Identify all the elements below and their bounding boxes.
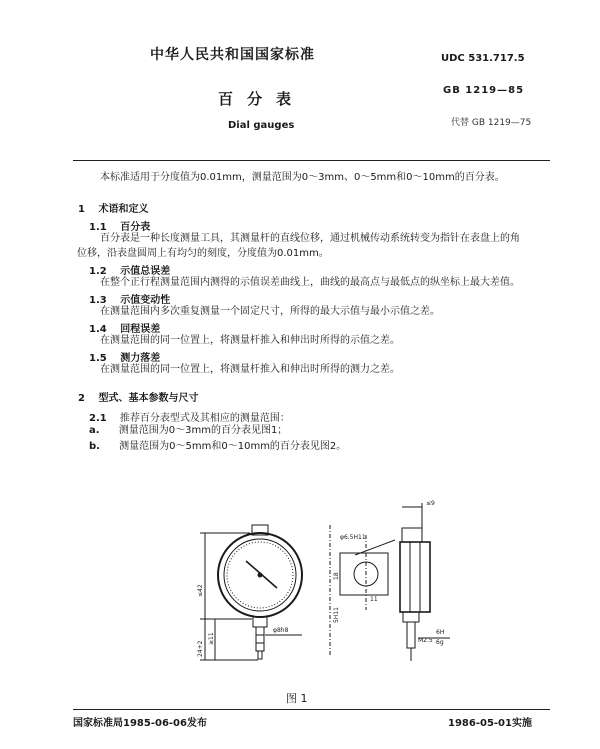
item-title: 百分表 — [120, 222, 151, 233]
item-title: 示值总误差 — [120, 266, 171, 277]
item-1-1-heading — [89, 218, 150, 233]
footer-rule — [73, 709, 550, 710]
dim-label-fit-top: 6H — [436, 629, 445, 636]
side-sleeve — [403, 612, 419, 622]
item-1-3-text: 在测量范围内多次重复测量一个固定尺寸，所得的最大示值与最小示值之差。 — [100, 306, 440, 317]
item-1-4-heading — [89, 320, 160, 335]
subitem-label: a. — [89, 425, 100, 436]
section-number: 2 — [78, 393, 85, 404]
item-title: 示值变动性 — [120, 295, 171, 306]
replaces-note: 代替 GB 1219—75 — [451, 118, 532, 128]
gb-number: GB 1219—85 — [443, 85, 525, 96]
item-number: 1.1 — [89, 222, 107, 233]
document-title: 百分表 — [218, 90, 306, 108]
dim-label-height: ≤42 — [197, 584, 204, 597]
dim-label-side-h: 18 — [333, 572, 340, 580]
standard-org: 中华人民共和国国家标准 — [150, 47, 315, 63]
subitem-text: 测量范围为0～5mm和0～10mm的百分表见图2。 — [119, 441, 347, 452]
item-title: 推荐百分表型式及其相应的测量范围： — [119, 413, 290, 424]
subitem-b — [89, 440, 346, 454]
item-number: 1.4 — [89, 324, 107, 335]
document-title-en: Dial gauges — [228, 120, 295, 131]
item-1-2-text: 在整个正行程测量范围内测得的示值误差曲线上，曲线的最高点与最低点的纵坐标上最大差值。 — [100, 277, 520, 288]
subitem-text: 测量范围为0～3mm的百分表见图1； — [118, 425, 288, 436]
issue-date: 国家标准局1985-06-06发布 — [73, 718, 207, 729]
udc-code: UDC 531.717.5 — [441, 53, 525, 64]
section-title: 术语和定义 — [98, 204, 149, 215]
item-1-4-text: 在测量范围的同一位置上，将测量杆推入和伸出时所得的示值之差。 — [100, 335, 400, 346]
item-1-3-heading — [89, 291, 170, 306]
item-number: 2.1 — [89, 413, 107, 424]
item-title: 回程误差 — [120, 324, 161, 335]
item-number: 1.2 — [89, 266, 107, 277]
item-1-5-text: 在测量范围的同一位置上，将测量杆推入和伸出时所得的测力之差。 — [100, 364, 400, 375]
item-title: 测力落差 — [120, 353, 161, 364]
item-1-1-text-line2: 位移，沿表盘圆周上有均匀的刻度，分度值为0.01mm。 — [77, 248, 329, 259]
dim-label-bottom-len: 24+2 — [197, 640, 204, 657]
stem-sleeve — [253, 617, 267, 627]
dim-label-thread: M2.5 — [418, 637, 433, 644]
section-title: 型式、基本参数与尺寸 — [98, 393, 199, 404]
dim-label-stem-dia: φ8h8 — [273, 627, 289, 634]
item-2-1 — [89, 409, 290, 424]
side-stem — [407, 622, 415, 648]
section-1-heading — [78, 200, 148, 215]
effective-date: 1986-05-01实施 — [448, 718, 532, 729]
item-1-2-heading — [89, 262, 170, 277]
item-number: 1.5 — [89, 353, 107, 364]
contact-point — [258, 651, 262, 659]
pointer-hub — [258, 573, 262, 577]
item-1-5-heading — [89, 349, 160, 364]
dim-label-top-w: ≤9 — [426, 500, 435, 507]
dial-front-view — [200, 525, 302, 660]
section-2-heading — [78, 389, 198, 404]
dim-label-bore: φ6.5H11 — [340, 534, 366, 541]
section-number: 1 — [78, 204, 85, 215]
dim-label-stem-len: ≥11 — [208, 632, 215, 645]
header-rule — [73, 160, 550, 161]
dim-label-side-h2: 5H11 — [333, 607, 340, 623]
subitem-a — [89, 424, 287, 438]
stem — [256, 627, 264, 651]
dim-label-side-small: 11 — [370, 596, 378, 603]
item-number: 1.3 — [89, 295, 107, 306]
intro-text: 本标准适用于分度值为0.01mm，测量范围为0～3mm、0～5mm和0～10mm的百分表。 — [100, 172, 505, 183]
figure-caption: 图 1 — [286, 692, 308, 705]
subitem-label: b. — [89, 441, 100, 452]
side-lug — [402, 528, 422, 542]
figure-1-drawing — [180, 495, 580, 680]
item-1-1-text-line1: 百分表是一种长度测量工具，其测量杆的直线位移，通过机械传动系统转变为指针在表盘上的角 — [100, 233, 520, 244]
dim-label-fit-bottom: 6g — [436, 639, 444, 646]
back-lug — [340, 553, 388, 595]
side-body — [400, 542, 430, 612]
